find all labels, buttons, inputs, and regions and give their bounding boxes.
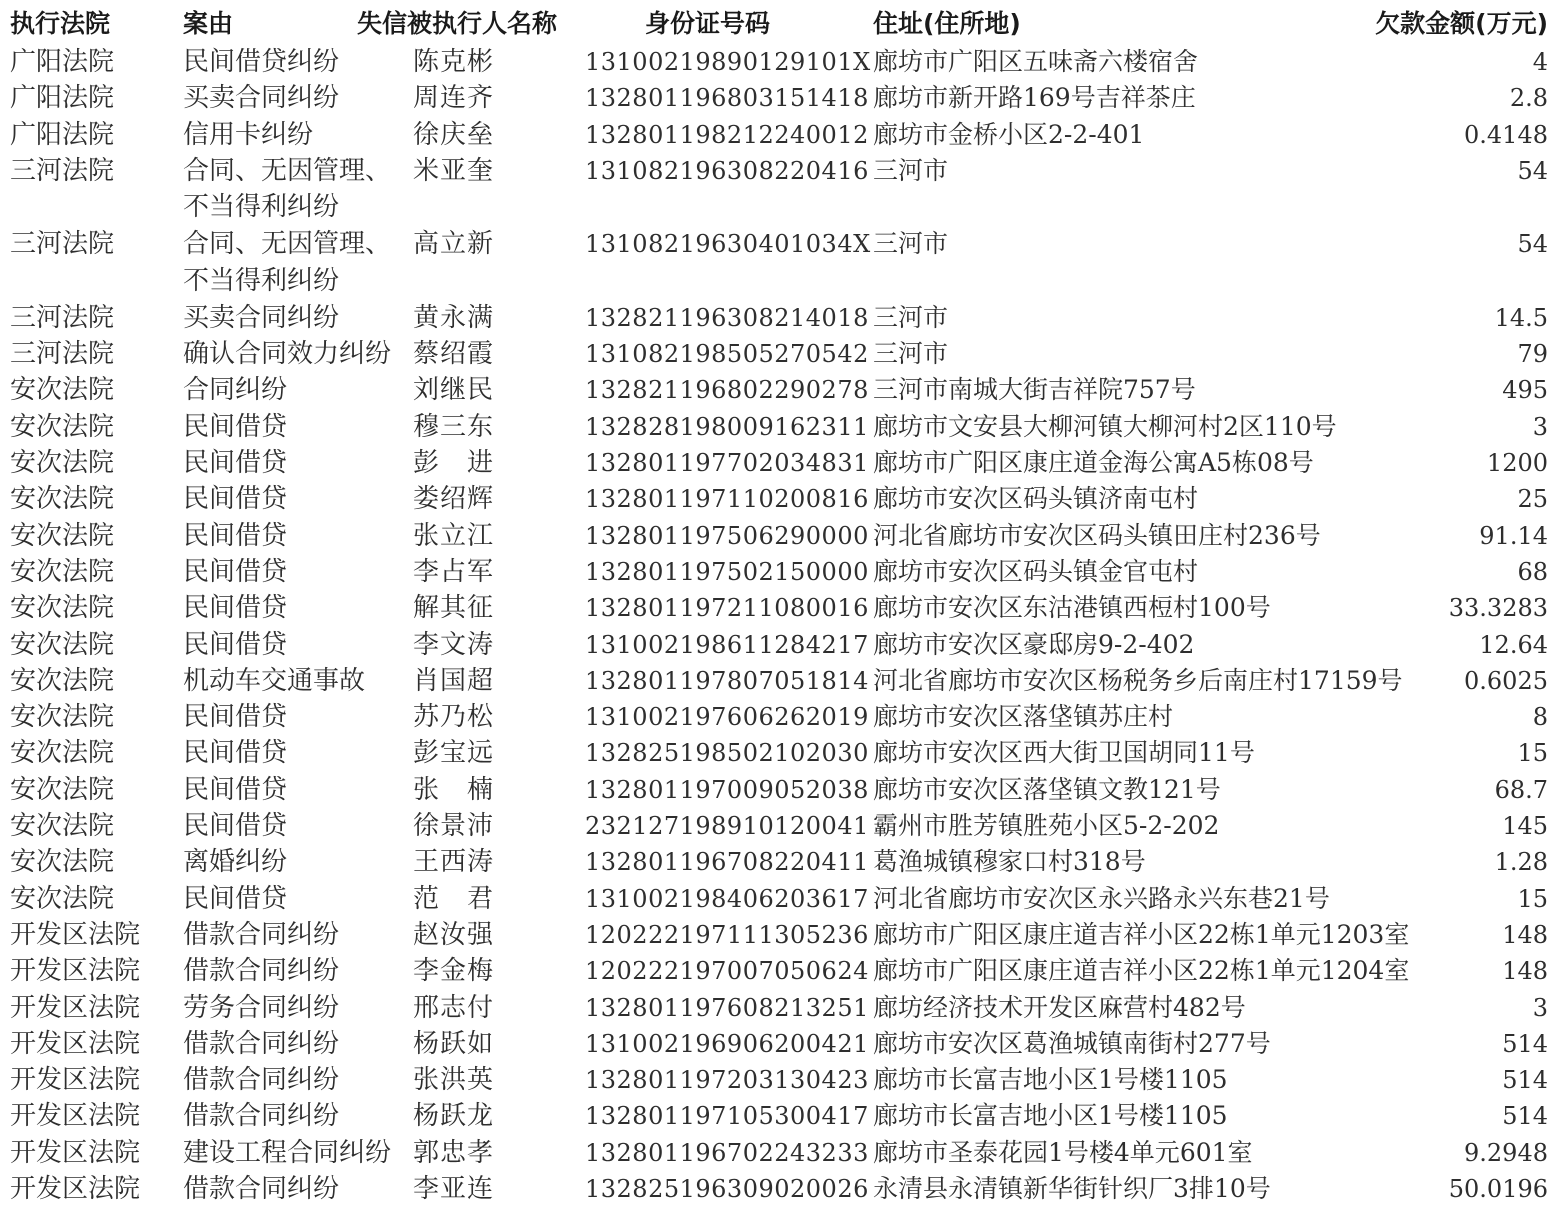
cell-cause: 劳务合同纠纷 (183, 992, 340, 1023)
cell-name: 米亚奎 (413, 155, 495, 186)
cell-id-number: 131082198505270542 (585, 340, 869, 369)
cell-address: 永清县永清镇新华街针织厂3排10号 (873, 1174, 1271, 1204)
cell-name: 李文涛 (413, 629, 495, 660)
cell-cause: 民间借贷 (183, 774, 288, 805)
cell-address: 廊坊市金桥小区2-2-401 (873, 119, 1145, 149)
cell-address: 霸州市胜芳镇胜苑小区5-2-202 (873, 811, 1220, 841)
cell-amount: 0.4148 (1464, 120, 1548, 149)
cell-cause: 民间借贷 (183, 484, 288, 515)
cell-court: 安次法院 (10, 847, 115, 878)
cell-amount: 514 (1502, 1066, 1548, 1095)
cell-address: 廊坊市安次区西大街卫国胡同11号 (873, 738, 1255, 768)
cell-id-number: 120222197111305236 (585, 920, 869, 949)
cell-court: 安次法院 (10, 774, 115, 805)
cell-court: 安次法院 (10, 593, 115, 624)
cell-cause: 借款合同纠纷 (183, 1028, 340, 1059)
cell-id-number: 131002198611284217 (585, 630, 869, 659)
cell-cause: 买卖合同纠纷 (183, 83, 340, 114)
cell-id-number: 120222197007050624 (585, 957, 869, 986)
table-row (0, 990, 1560, 1026)
table-row (0, 409, 1560, 445)
table-row (0, 518, 1560, 554)
table-row (0, 735, 1560, 771)
cell-name: 穆三东 (413, 411, 495, 442)
table-row (0, 445, 1560, 481)
cell-name: 刘继民 (413, 375, 495, 406)
cell-amount: 79 (1517, 340, 1548, 369)
cell-cause: 买卖合同纠纷 (183, 302, 340, 333)
cell-address: 河北省廊坊市安次区永兴路永兴东巷21号 (873, 883, 1330, 913)
cell-address: 葛渔城镇穆家口村318号 (873, 847, 1146, 877)
cell-court: 开发区法院 (10, 1101, 141, 1132)
cell-id-number: 132801197009052038 (585, 775, 869, 804)
cell-amount: 495 (1502, 376, 1548, 405)
cell-name: 娄绍辉 (413, 484, 495, 515)
table-row (0, 372, 1560, 408)
header-name: 失信被执行人名称 (357, 9, 558, 38)
cell-amount: 148 (1502, 957, 1548, 986)
table-row (0, 627, 1560, 663)
cell-court: 开发区法院 (10, 1028, 141, 1059)
cell-name: 彭 进 (413, 448, 495, 479)
table-row (0, 80, 1560, 116)
cell-name: 苏乃松 (413, 702, 495, 733)
cell-id-number: 132825198502102030 (585, 739, 869, 768)
table-row (0, 300, 1560, 336)
cell-address: 廊坊市新开路169号吉祥茶庄 (873, 83, 1196, 113)
cell-id-number: 132821196308214018 (585, 303, 869, 332)
table-body (0, 44, 1560, 1207)
cell-court: 开发区法院 (10, 1065, 141, 1096)
cell-address: 廊坊市广阳区康庄道金海公寓A5栋08号 (873, 448, 1314, 478)
cell-cause: 建设工程合同纠纷 (183, 1137, 392, 1168)
cell-id-number: 13108219630401034X (585, 230, 871, 259)
cell-amount: 15 (1517, 739, 1548, 768)
header-cause: 案由 (183, 9, 234, 38)
cell-court: 安次法院 (10, 702, 115, 733)
cell-court: 安次法院 (10, 375, 115, 406)
cell-name: 范 君 (413, 883, 495, 914)
table-row (0, 1062, 1560, 1098)
cell-court: 广阳法院 (10, 47, 115, 77)
header-amount: 欠款金额(万元) (1375, 9, 1548, 38)
table-row (0, 953, 1560, 989)
cell-name: 徐庆垒 (413, 119, 495, 150)
cell-amount: 148 (1502, 920, 1548, 949)
cell-amount: 50.0196 (1448, 1175, 1548, 1204)
table-row (0, 1135, 1560, 1171)
cell-amount: 2.8 (1509, 84, 1548, 113)
cell-cause: 民间借贷 (183, 811, 288, 842)
cell-amount: 91.14 (1479, 521, 1548, 550)
cell-cause: 借款合同纠纷 (183, 1101, 340, 1132)
cell-address: 河北省廊坊市安次区码头镇田庄村236号 (873, 520, 1321, 550)
cell-id-number: 131082196308220416 (585, 156, 869, 185)
cell-id-number: 132801197105300417 (585, 1102, 869, 1131)
table-row (0, 554, 1560, 590)
cell-cause: 机动车交通事故 (183, 665, 366, 696)
cell-court: 三河法院 (10, 339, 115, 370)
cell-court: 安次法院 (10, 520, 115, 551)
table-row (0, 226, 1560, 300)
header-id-number: 身份证号码 (645, 9, 771, 38)
cell-cause: 信用卡纠纷 (183, 119, 314, 150)
cell-court: 开发区法院 (10, 919, 141, 950)
cell-name: 周连齐 (413, 83, 495, 114)
cell-address: 廊坊市安次区码头镇济南屯村 (873, 484, 1199, 514)
table-row (0, 44, 1560, 80)
cell-id-number: 132801197502150000 (585, 557, 869, 586)
cell-cause: 民间借贷 (183, 448, 288, 479)
cell-amount: 1.28 (1494, 848, 1548, 877)
cell-address: 三河市 (873, 229, 949, 259)
cell-id-number: 132801197203130423 (585, 1066, 869, 1095)
cell-address: 廊坊市广阳区五味斋六楼宿舍 (873, 47, 1199, 76)
clipped-row-edge (0, 1194, 1560, 1200)
cell-cause: 借款合同纠纷 (183, 956, 340, 987)
cell-court: 安次法院 (10, 448, 115, 479)
cell-address: 廊坊市广阳区康庄道吉祥小区22栋1单元1203室 (873, 919, 1410, 949)
cell-amount: 514 (1502, 1102, 1548, 1131)
cell-cause: 合同、无因管理、不当得利纠纷 (183, 229, 392, 296)
table-row (0, 844, 1560, 880)
cell-address: 廊坊市安次区东沽港镇西梪村100号 (873, 593, 1271, 623)
table-row (0, 699, 1560, 735)
cell-court: 三河法院 (10, 302, 115, 333)
cell-id-number: 132801196708220411 (585, 848, 869, 877)
cell-id-number: 132801197110200816 (585, 485, 869, 514)
cell-address: 廊坊市长富吉地小区1号楼1105 (873, 1101, 1228, 1131)
cell-cause: 离婚纠纷 (183, 847, 288, 878)
cell-amount: 68.7 (1494, 775, 1548, 804)
cell-name: 邢志付 (413, 992, 495, 1023)
cell-amount: 0.6025 (1464, 666, 1548, 695)
cell-cause: 借款合同纠纷 (183, 1174, 340, 1205)
cell-cause: 借款合同纠纷 (183, 1065, 340, 1096)
table-row (0, 1026, 1560, 1062)
cell-name: 王西涛 (413, 847, 495, 878)
cell-id-number: 132801197211080016 (585, 594, 869, 623)
cell-id-number: 132801196803151418 (585, 84, 869, 113)
cell-id-number: 132801197702034831 (585, 449, 869, 478)
cell-amount: 54 (1517, 230, 1548, 259)
cell-amount: 514 (1502, 1029, 1548, 1058)
cell-cause: 民间借贷 (183, 702, 288, 733)
cell-address: 三河市 (873, 302, 949, 332)
cell-id-number: 13100219890129101X (585, 48, 871, 76)
cell-court: 广阳法院 (10, 83, 115, 114)
cell-name: 郭忠孝 (413, 1137, 495, 1168)
cell-id-number: 132828198009162311 (585, 412, 869, 441)
cell-court: 安次法院 (10, 629, 115, 660)
cell-name: 李占军 (413, 556, 495, 587)
cell-court: 安次法院 (10, 811, 115, 842)
cell-court: 开发区法院 (10, 1174, 141, 1205)
cell-cause: 合同纠纷 (183, 375, 288, 406)
cell-cause: 民间借贷 (183, 629, 288, 660)
cell-name: 彭宝远 (413, 738, 495, 769)
cell-name: 张立江 (413, 520, 495, 551)
cell-cause: 民间借贷 (183, 593, 288, 624)
cell-name: 蔡绍霞 (413, 339, 495, 370)
cell-cause: 民间借贷纠纷 (183, 47, 340, 77)
cell-amount: 3 (1532, 993, 1548, 1022)
cell-cause: 民间借贷 (183, 883, 288, 914)
cell-amount: 3 (1532, 412, 1548, 441)
cell-court: 开发区法院 (10, 992, 141, 1023)
table-row (0, 481, 1560, 517)
cell-id-number: 132801198212240012 (585, 120, 869, 149)
cell-id-number: 132825196309020026 (585, 1175, 869, 1204)
cell-amount: 9.2948 (1464, 1138, 1548, 1167)
table-row (0, 153, 1560, 227)
cell-cause: 确认合同效力纠纷 (183, 339, 392, 370)
cell-id-number: 132801197506290000 (585, 521, 869, 550)
cell-address: 廊坊市圣泰花园1号楼4单元601室 (873, 1137, 1253, 1167)
cell-amount: 25 (1517, 485, 1548, 514)
cell-court: 安次法院 (10, 556, 115, 587)
cell-id-number: 131002196906200421 (585, 1029, 869, 1058)
cell-id-number: 132801196702243233 (585, 1138, 869, 1167)
cell-cause: 民间借贷 (183, 520, 288, 551)
cell-cause: 借款合同纠纷 (183, 919, 340, 950)
cell-amount: 4 (1532, 48, 1548, 76)
cell-name: 李亚连 (413, 1174, 495, 1205)
cell-name: 徐景沛 (413, 811, 495, 842)
cell-id-number: 232127198910120041 (585, 812, 869, 841)
cell-address: 廊坊市安次区落垡镇苏庄村 (873, 702, 1174, 732)
cell-address: 廊坊市广阳区康庄道吉祥小区22栋1单元1204室 (873, 956, 1410, 986)
cell-cause: 合同、无因管理、不当得利纠纷 (183, 155, 392, 223)
cell-address: 廊坊市安次区葛渔城镇南街村277号 (873, 1028, 1271, 1058)
cell-court: 三河法院 (10, 155, 115, 186)
table-row (0, 590, 1560, 626)
table-row (0, 808, 1560, 844)
cell-name: 赵汝强 (413, 919, 495, 950)
cell-address: 廊坊经济技术开发区麻营村482号 (873, 992, 1246, 1022)
cell-id-number: 132821196802290278 (585, 376, 869, 405)
table-row (0, 1098, 1560, 1134)
cell-id-number: 132801197807051814 (585, 666, 869, 695)
cell-court: 安次法院 (10, 411, 115, 442)
cell-amount: 1200 (1486, 449, 1548, 478)
table-row (0, 917, 1560, 953)
cell-address: 廊坊市安次区码头镇金官屯村 (873, 556, 1199, 586)
header-address: 住址(住所地) (873, 9, 1021, 38)
cell-amount: 14.5 (1494, 303, 1548, 332)
cell-amount: 68 (1517, 557, 1548, 586)
cell-court: 三河法院 (10, 229, 115, 260)
table-row (0, 117, 1560, 153)
cell-court: 安次法院 (10, 484, 115, 515)
cell-address: 三河市南城大街吉祥院757号 (873, 375, 1196, 405)
cell-address: 廊坊市长富吉地小区1号楼1105 (873, 1065, 1228, 1095)
cell-address: 廊坊市安次区豪邸房9-2-402 (873, 629, 1195, 659)
cell-name: 高立新 (413, 229, 495, 260)
cell-address: 河北省廊坊市安次区杨税务乡后南庄村17159号 (873, 665, 1403, 695)
cell-address: 廊坊市文安县大柳河镇大柳河村2区110号 (873, 411, 1337, 441)
cell-cause: 民间借贷 (183, 411, 288, 442)
table-row (0, 881, 1560, 917)
cell-name: 杨跃龙 (413, 1101, 495, 1132)
cell-amount: 8 (1532, 703, 1548, 732)
header-court: 执行法院 (10, 9, 111, 38)
cell-name: 陈克彬 (413, 47, 495, 77)
cell-address: 三河市 (873, 339, 949, 369)
cell-id-number: 131002198406203617 (585, 884, 869, 913)
cell-name: 张洪英 (413, 1065, 495, 1096)
cell-name: 解其征 (413, 593, 495, 624)
table-row (0, 1171, 1560, 1207)
cell-court: 安次法院 (10, 665, 115, 696)
table-row (0, 663, 1560, 699)
cell-court: 安次法院 (10, 738, 115, 769)
cell-address: 廊坊市安次区落垡镇文教121号 (873, 774, 1221, 804)
cell-name: 黄永满 (413, 302, 495, 333)
cell-amount: 12.64 (1479, 630, 1548, 659)
cell-address: 三河市 (873, 155, 949, 185)
cell-amount: 145 (1502, 812, 1548, 841)
cell-name: 杨跃如 (413, 1028, 495, 1059)
cell-court: 广阳法院 (10, 119, 115, 150)
table-row (0, 336, 1560, 372)
cell-name: 张 楠 (413, 774, 495, 805)
cell-id-number: 132801197608213251 (585, 993, 869, 1022)
cell-court: 开发区法院 (10, 956, 141, 987)
cell-cause: 民间借贷 (183, 556, 288, 587)
cell-name: 李金梅 (413, 956, 495, 987)
cell-id-number: 131002197606262019 (585, 703, 869, 732)
cell-name: 肖国超 (413, 665, 495, 696)
cell-cause: 民间借贷 (183, 738, 288, 769)
cell-amount: 54 (1517, 156, 1548, 185)
cell-amount: 15 (1517, 884, 1548, 913)
cell-court: 安次法院 (10, 883, 115, 914)
cell-court: 开发区法院 (10, 1137, 141, 1168)
table-row (0, 772, 1560, 808)
cell-amount: 33.3283 (1448, 594, 1548, 623)
